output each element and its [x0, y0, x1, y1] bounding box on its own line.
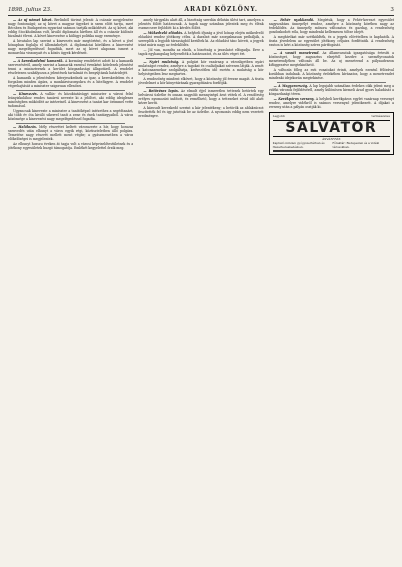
article-separator — [16, 123, 125, 124]
article-text: A rendezőség mindent elkövet, hogy a közönség jól érezze magát. A tiszta jövedelmet a kör könyvtárának gyarapítására fordítják. — [138, 77, 264, 86]
article-heading: — A kereskedelmi kamarák. — [13, 59, 64, 64]
column-3 — [269, 18, 394, 563]
article-paragraph — [8, 125, 133, 141]
article-paragraph — [138, 77, 263, 85]
ad-brand: SALVATOR — [273, 120, 390, 137]
ad-subtitle: ÁSVÁNYVÍZ — [322, 136, 341, 141]
article-text: amely tárgyalás alatt áll, a bizottság szerdán délután ülést tart, amelyen a jelentés fölött határoznak. A tagok nagy számban jelentek meg és élénk eszmecsere fejlődött ki a kérdés fölött. — [138, 18, 264, 31]
article-separator — [146, 87, 255, 88]
article-text: A károsult kereskedő szerint a kár jelentékeny; a betörők az ablakrácsot feszítették fel és igy jutottak be az üzletbe. A nyomozás eddig nem vezetett eredményre. — [138, 106, 264, 119]
article-heading: — A Magyarország. — [273, 84, 309, 88]
article-paragraph — [269, 35, 394, 47]
article-separator — [16, 90, 125, 91]
article-text: Ugyancsak kinevezte a miniszter a tanítóképző intézethez a segédtanárt, aki több év óta kiváló sikerrel tanít a zene és ének tantárgyaiból. A város közönsége a kinevezést nagy megelégedéssel fogadta. — [8, 109, 134, 122]
article-text: A polgári kör vasárnap a városligetben nyári mulatságot rendez, amelyre a tagokat és családjaikat szívesen látják. A zenét a katonazenekar szolgáltatja, kedvezőtlen idő esetén a mulatság a kör helyiségeiben lesz megtartva. — [138, 59, 264, 77]
article-text: Az elhunyt hosszu éveken át tagja volt a városi képviselőtestületnek és a jótékony egyesületek buzgó támogatója. Emlékét kegyelettel őrzik meg. — [8, 142, 134, 151]
ad-top-left: Legjobb — [272, 114, 285, 119]
article-separator — [16, 57, 125, 58]
article-columns — [8, 18, 394, 563]
article-heading: — Betöréses lopás. — [143, 88, 179, 93]
article-heading: — Halálozás. — [13, 125, 37, 130]
article-heading: — Kerékpáros verseny. — [273, 97, 315, 102]
article-text: A meghívókat már szétküldték, és a jegyek elővételben is kaphatók. A tiszta jövedelem az egyesület jótékony céljaira fordíttatik. A rendezőség ezuton is kéri a közönség szíves pártfogását. — [268, 35, 394, 48]
article-heading: — A vasuti menetrend. — [273, 51, 320, 55]
article-paragraph — [138, 89, 263, 105]
newspaper-title: ARADI KÖZLÖNY. — [184, 6, 258, 13]
article-text: A kamarák a jelentésben kiterjeszkednek az ipar, a kereskedelem és a forgalom minden ágára, a munkásviszonyokra és a hitelügyre. A rendelet végrehajtását a miniszter szigoruan ellenőrzi. — [8, 76, 134, 89]
article-text: — Jól van, mondta az elnök, a bizottság a javaslatot elfogadja. Erre a tagok egyhangulag helyeselték a határozatot, és az ülés véget ért. — [138, 48, 264, 57]
article-paragraph — [138, 18, 263, 30]
article-separator — [277, 82, 386, 83]
article-text: Mély részvétet keltett városszerte a hír, hogy hosszas szenvedés után elhunyt a város egyik régi, köztiszteletben álló polgára. Temetése nagy részvét mellett ment végbe; a gyászmenetben a város előkelőségei is megjelentek. — [8, 125, 134, 142]
ad-cell-1: Kapható minden gyógyszertárban és füszerkereskedésben. — [272, 141, 325, 149]
article-heading: — Kinevezés. — [13, 92, 38, 97]
article-paragraph — [8, 142, 133, 150]
article-paragraph — [138, 31, 263, 47]
salvator-advertisement — [269, 112, 394, 155]
article-paragraph — [269, 18, 394, 34]
article-paragraph — [269, 84, 394, 96]
article-paragraph — [269, 68, 394, 80]
article-heading: — Műkedvelő előadás. — [143, 31, 184, 36]
article-text: A helybeli ifjuság a jövő hónap elején műkedvelő előadást rendez jótékony célra. A darabot már szorgalmasan próbálják, a szereplők a legjobb társaságból kerültek ki. Az előadást tánc követi, a jegyek iránt máris nagy az érdeklődés. — [138, 31, 264, 48]
issue-date: 1898. julius 23. — [8, 7, 52, 13]
article-text: Megírtuk, hogy a Fehér-kereszt egyesület nagyszabásu ünnepélyt rendez, amelyre a közönség körében nagy az érdeklődés. Az ünnepély műsora változatos és gazdag, a rendezőség gondoskodott róla, hogy mindenki kellemesen töltse idejét. — [268, 18, 394, 35]
page-number: 3 — [390, 7, 394, 13]
article-paragraph — [8, 76, 133, 88]
article-paragraph — [8, 39, 133, 55]
article-text: A helybeli kerékpáros egylet vasárnap versenyt rendez, amelyre vidékről is számos versenyző jelentkezett. A díjakat a verseny után a pályán osztják ki. — [268, 97, 394, 110]
article-paragraph — [8, 109, 133, 121]
article-paragraph — [269, 97, 394, 109]
article-paragraph — [8, 18, 133, 38]
ad-topline — [273, 115, 390, 119]
article-text: Az államvasutak igazgatósága értesíti a közönséget, hogy augusztus elsejétől kezdve a személyvonatok menetrendjében változás áll be. Az uj menetrend a pályaudvaron kifüggesztve megtekinthető. — [268, 51, 394, 68]
article-heading: — Nyári mulatság. — [143, 59, 180, 64]
article-paragraph — [138, 60, 263, 76]
article-text: A változás főleg az esti vonatokat érinti, amelyek ezentul félórával korábban indulnak. A közönség érdekében kívánatos, hogy a menetrendet mindenki idejekorán megtekintse. — [268, 68, 394, 81]
ad-cell-2: Főraktár: Budapesten és a vidéki városokban. — [332, 141, 380, 149]
ad-cells — [273, 142, 390, 149]
article-paragraph — [8, 92, 133, 108]
article-text: A lap legujabb számában érdekes cikk jelent meg a vidéki városok fejlődéséről, amely különösen kiemeli Arad gyors haladását a közgazdasági téren. — [268, 84, 394, 97]
article-separator — [277, 49, 386, 50]
article-paragraph — [8, 59, 133, 75]
article-separator — [146, 58, 255, 59]
article-text: A hivatalos lap szerint a kinevezés már megtörtént, és a követ a jövő hónapban foglalja el állomáshelyét. A diplomáciai körökben a kinevezést nagy megelégedéssel fogadták, mert az uj követ alaposan ismeri a monarchia viszonyait és a közös ügyek kérdéseit. — [8, 39, 134, 56]
article-text: A kormány rendeletet adott ki a kamarák szervezéséről, amely szerint a kamarák ezentul évenként kötelesek jelentést tenni a miniszternek a kerület közgazdasági állapotáról. A rendelet részletesen szabályozza a jelentések tartalmát és benyújtásuk határidejét. — [8, 59, 134, 76]
article-paragraph — [138, 48, 263, 56]
article-heading: — Az uj német követ. — [13, 18, 53, 22]
ad-top-right: természetes — [371, 114, 390, 119]
article-heading: — Fehér nyakkendő. — [273, 18, 315, 22]
column-2 — [138, 18, 263, 563]
ad-bottom-bar — [273, 150, 390, 152]
column-3-body — [269, 18, 394, 109]
page-header — [8, 6, 394, 16]
article-paragraph — [138, 106, 263, 118]
article-text: Az elmult éjjel ismeretlen tettesek betörtek egy belvárosi üzletbe és onnan nagyobb mennyiségű árut vittek el. A rendőrség erélyes nyomozást indított, és remélhető, hogy a tetteseket rövid idő alatt kézre keríti. — [138, 88, 264, 106]
column-1 — [8, 18, 133, 563]
article-text: Berlinből távirat jelenti: A császár megjelenése nagy fontosságú; az uj követ a magyar ügyeket is szem előtt tartja, mert Bécsben és Budapesten egyaránt számon tartják működését. Az uj követ, aki eddig Stockholmban volt, kiváló diplomata hírében áll és a császár különös bizalmát élvezi. A követ kinevezése a külügyi politika nagy eseménye. — [8, 18, 134, 39]
article-paragraph — [269, 51, 394, 67]
article-text: A vallás- és közoktatásügyi miniszter a városi felső leányiskolához rendes tanárrá nevezte ki a jelöltet, aki eddig ideiglenes minőségben működött az intézetnél. A kinevezést a tanári kar örömmel vette tudomásul. — [8, 92, 134, 109]
